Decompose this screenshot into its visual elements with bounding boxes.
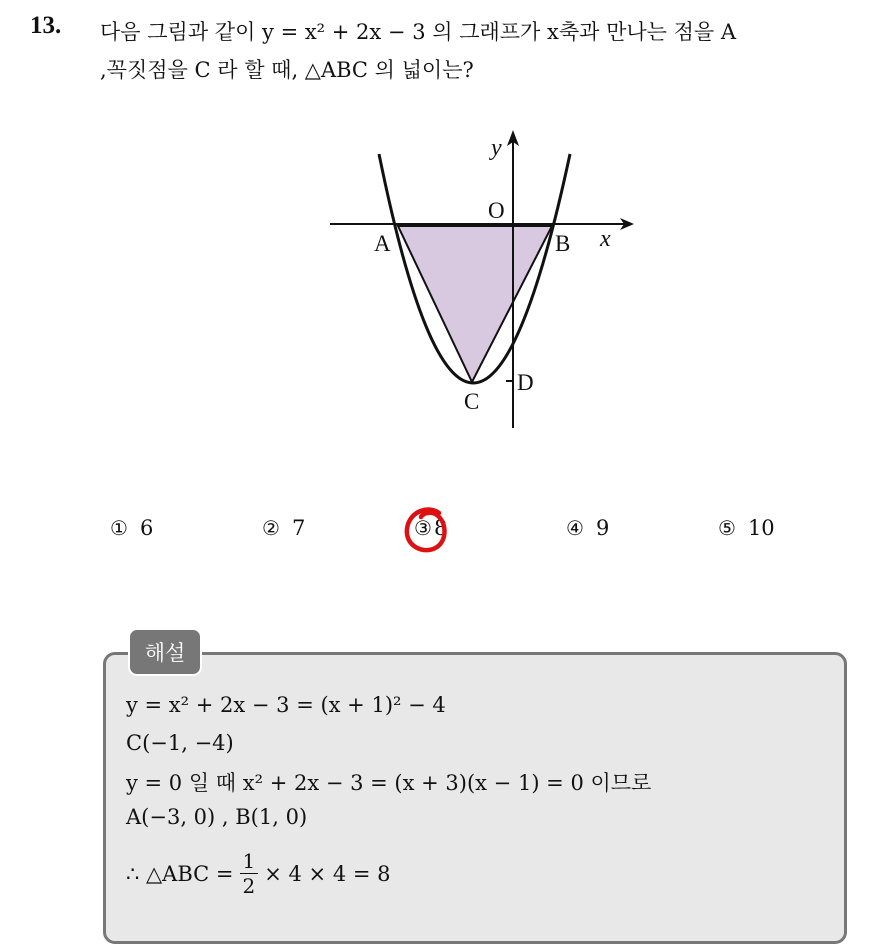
solution-line-5 (126, 851, 391, 900)
choice-4-value: 9 (595, 516, 610, 540)
solution-line-3: y = 0 일 때 x² + 2x − 3 = (x + 3)(x − 1) = 0 이므로 (126, 771, 652, 795)
solution-line-2: C(−1, −4) (126, 731, 234, 755)
choice-1-mark: ① (110, 516, 128, 540)
choice-2[interactable] (262, 516, 305, 540)
question-text-line2: ,꼭짓점을 C 라 할 때, △ABC 의 넓이는? (100, 58, 474, 82)
choice-5-mark: ⑤ (718, 516, 736, 540)
choice-2-value: 7 (291, 516, 306, 540)
solution-box (103, 652, 847, 944)
solution-tag: 해설 (128, 628, 202, 676)
question-text-line1: 다음 그림과 같이 y = x² + 2x − 3 의 그래프가 x축과 만나는 점을 A (100, 20, 737, 44)
parabola-graph (320, 120, 640, 440)
choice-1[interactable] (110, 516, 153, 540)
solution-line-4: A(−3, 0) , B(1, 0) (126, 805, 308, 829)
point-c-label: C (464, 389, 480, 414)
question-number: 13. (30, 12, 62, 39)
solution-line-5-suffix: × 4 × 4 = 8 (264, 862, 391, 886)
solution-line-1: y = x² + 2x − 3 = (x + 1)² − 4 (126, 693, 446, 717)
point-d-label: D (517, 370, 534, 395)
fraction-one-half (240, 849, 259, 898)
solution-line-5-prefix: ∴ △ABC = (126, 862, 234, 886)
choice-3-value: 8 (433, 516, 448, 540)
origin-label: O (488, 198, 505, 223)
y-axis-label: y (491, 135, 502, 161)
choice-1-value: 6 (139, 516, 154, 540)
x-axis-label: x (600, 226, 611, 252)
fraction-numerator: 1 (240, 849, 259, 874)
choice-2-mark: ② (262, 516, 280, 540)
fraction-denominator: 2 (242, 874, 256, 898)
choice-3-mark: ③ (414, 516, 432, 540)
point-a-label: A (374, 231, 391, 256)
selected-answer-circle (403, 505, 453, 557)
choice-4-mark: ④ (566, 516, 584, 540)
choice-5[interactable] (718, 516, 775, 540)
point-b-label: B (555, 231, 571, 256)
choice-5-value: 10 (747, 516, 775, 540)
choice-4[interactable] (566, 516, 609, 540)
